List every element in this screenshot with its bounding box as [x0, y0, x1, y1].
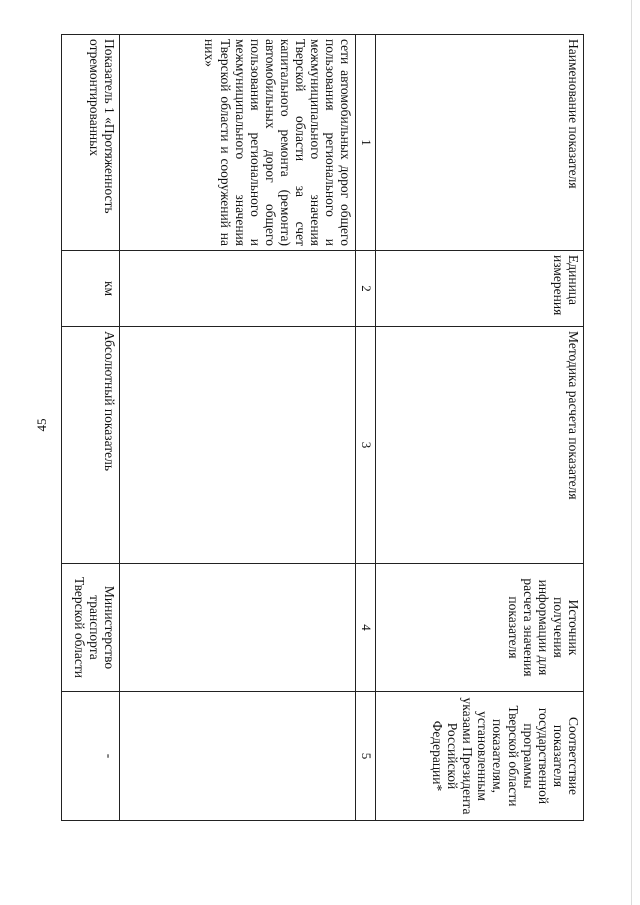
column-number-1: 1 — [356, 35, 376, 251]
method-cell: Абсолютный показатель — [62, 327, 120, 564]
column-number-5: 5 — [356, 692, 376, 821]
unit-cell — [120, 251, 356, 327]
scan-edge-line — [631, 0, 632, 905]
source-cell — [120, 564, 356, 692]
header-source: Источник получения информации для расчета значения показателя — [376, 564, 584, 692]
header-compliance: Соответствие показателя государственной программы Тверской области показателям, установленным указами Президента Российской Федерации* — [376, 692, 584, 821]
page-number: 45 — [34, 418, 49, 432]
table-row — [62, 35, 120, 821]
table-row — [120, 35, 356, 821]
column-numbers-row — [356, 35, 376, 821]
compliance-cell: - — [62, 692, 120, 821]
header-method: Методика расчета показателя — [376, 327, 584, 564]
header-indicator-name: Наименование показателя — [376, 35, 584, 251]
column-number-4: 4 — [356, 564, 376, 692]
header-unit: Единица измерения — [376, 251, 584, 327]
source-cell: Министерство транспорта Тверской области — [62, 564, 120, 692]
unit-cell: км — [62, 251, 120, 327]
indicator-name-cell: Показатель 1 «Протяженность отремонтированных — [62, 35, 120, 251]
indicators-table — [61, 34, 584, 821]
column-number-3: 3 — [356, 327, 376, 564]
method-cell — [120, 327, 356, 564]
indicator-name-cell: сети автомобильных дорог общего пользования регионального и межмуниципального значения Тверской области за счет капитального ремонта (ремонта) автомобильных дорог общего пользования регионального и межмуниципального значения Тверской области и сооружений на них» — [120, 35, 356, 251]
compliance-cell — [120, 692, 356, 821]
rotated-table-container — [68, 34, 584, 820]
column-number-2: 2 — [356, 251, 376, 327]
table-header-row — [376, 35, 584, 821]
